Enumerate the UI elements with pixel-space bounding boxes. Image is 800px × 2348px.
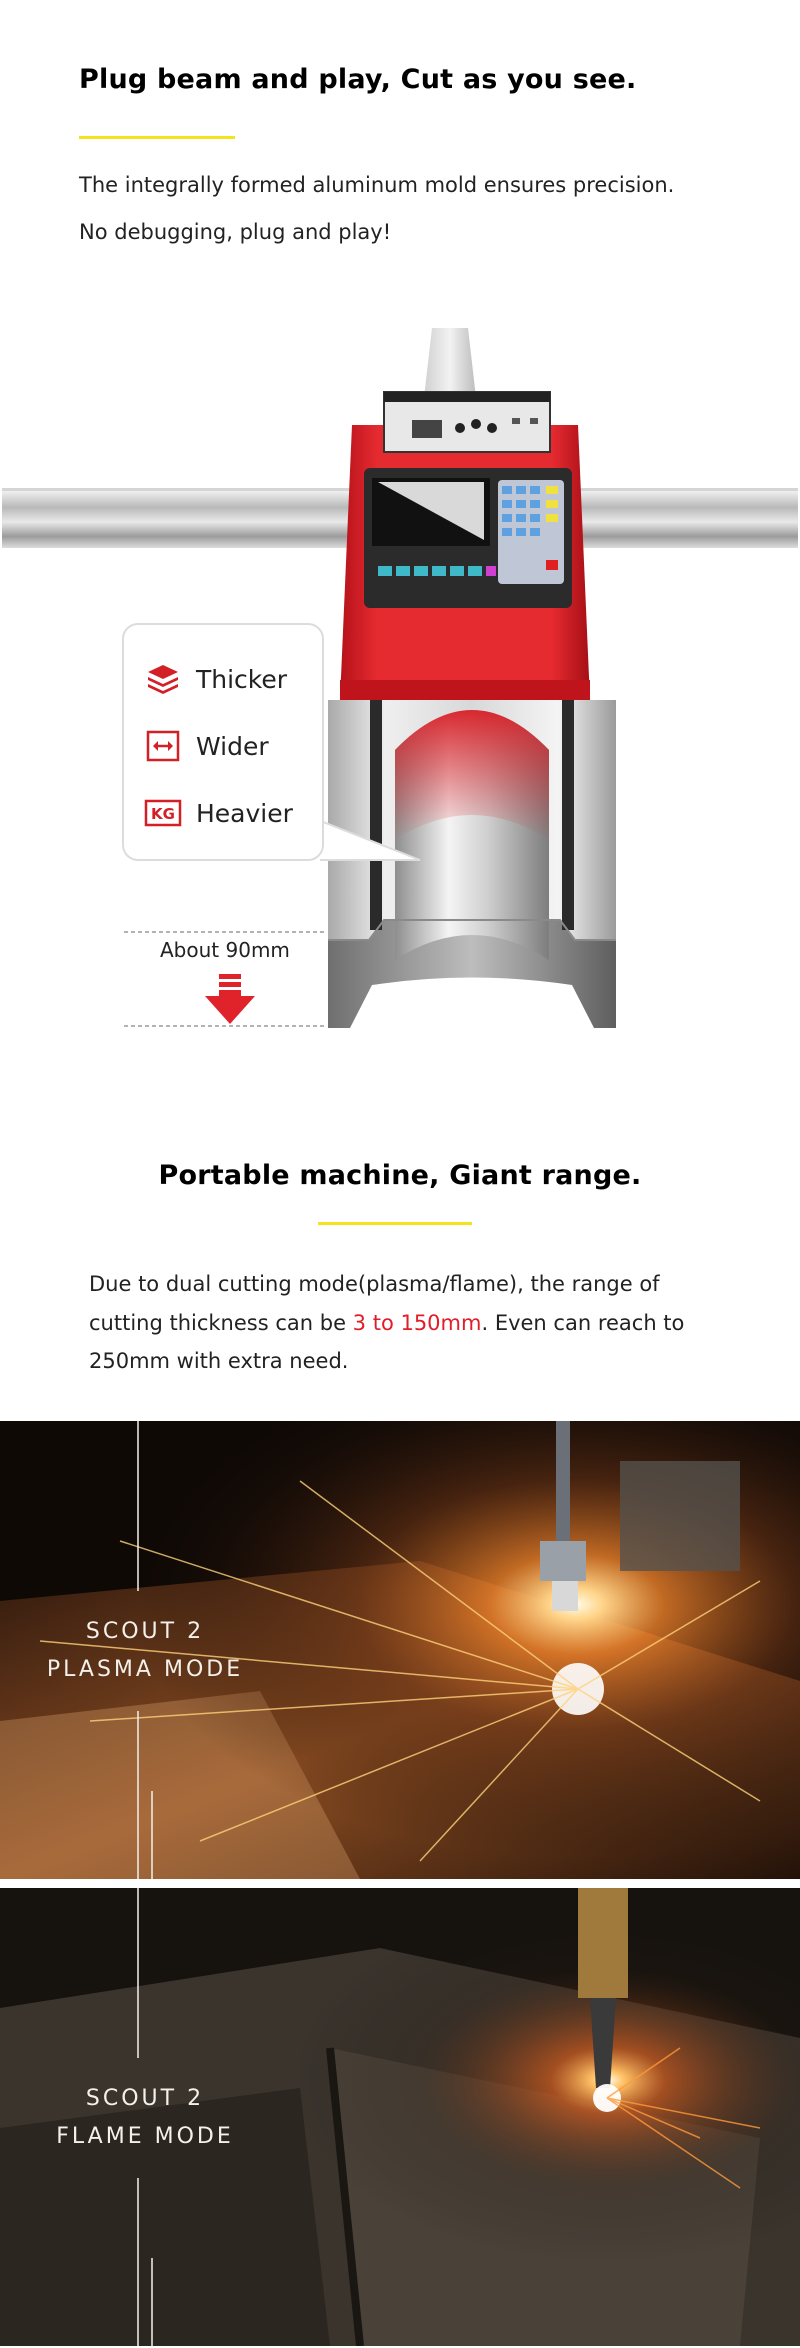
depth-label: About 90mm [160, 938, 290, 962]
layers-icon [144, 660, 182, 698]
feature-label: Thicker [196, 664, 288, 694]
kg-weight-icon [144, 794, 182, 832]
banner-title [40, 1613, 250, 1689]
banner-line1: SCOUT 2 [85, 1619, 205, 1644]
desc-highlight: 3 to 150mm [352, 1310, 482, 1335]
cutting-machine-illustration [0, 320, 800, 1040]
feature-thicker [144, 659, 287, 699]
desc-text: . Even can reach to 250mm with extra need. [89, 1310, 685, 1373]
section2-description [89, 1265, 729, 1381]
banner-line2: FLAME MODE [56, 2124, 234, 2149]
flame-mode-banner [0, 1888, 800, 2346]
title-underline [318, 1222, 472, 1225]
feature-heavier [144, 793, 293, 833]
width-arrows-icon [144, 727, 182, 765]
section1-line1: The integrally formed aluminum mold ensures precision. [79, 173, 675, 197]
section1-line2: No debugging, plug and play! [79, 220, 392, 244]
feature-wider [144, 726, 269, 766]
down-arrow-icon [205, 974, 255, 1024]
svg-text:KG: KG [151, 805, 175, 823]
title-underline [79, 136, 235, 139]
banner-line2: PLASMA MODE [46, 1657, 244, 1682]
feature-label: Heavier [196, 798, 293, 828]
feature-label: Wider [196, 731, 269, 761]
section1-title: Plug beam and play, Cut as you see. [79, 64, 637, 95]
desc-text: Due to dual cutting mode(plasma/flame), the range of cutting thickness can be [89, 1272, 660, 1335]
section2-title: Portable machine, Giant range. [158, 1160, 642, 1191]
feature-card [122, 623, 324, 861]
banner-title [40, 2080, 250, 2156]
banner-line1: SCOUT 2 [85, 2086, 205, 2111]
plasma-mode-banner [0, 1421, 800, 1879]
